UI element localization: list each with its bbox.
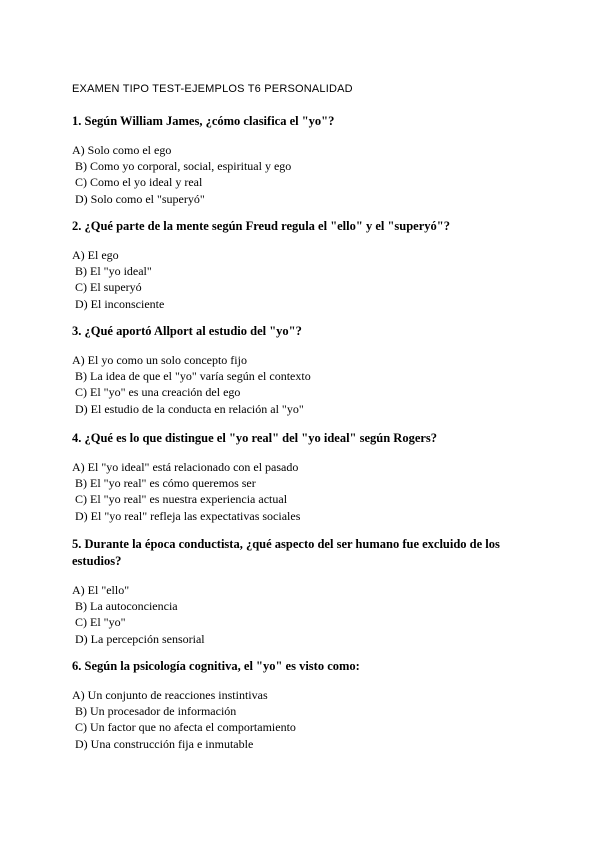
option-b: B) Un procesador de información — [75, 704, 237, 719]
question-5 — [72, 536, 532, 647]
option-a: A) El "ello" — [72, 583, 130, 597]
option-c: C) El superyó — [75, 280, 142, 295]
option-c: C) Como el yo ideal y real — [75, 175, 203, 190]
options-list — [72, 582, 532, 647]
option-c: C) El "yo" — [75, 615, 126, 630]
option-a: A) Un conjunto de reacciones instintivas — [72, 688, 268, 702]
question-text: 6. Según la psicología cognitiva, el "yo" es visto como: — [72, 659, 360, 673]
option-a: A) El "yo ideal" está relacionado con el pasado — [72, 460, 299, 474]
option-c: C) El "yo" es una creación del ego — [75, 385, 241, 400]
question-3 — [72, 323, 532, 417]
options-list — [72, 352, 532, 417]
option-a: A) El ego — [72, 248, 119, 262]
option-c: C) El "yo real" es nuestra experiencia actual — [75, 492, 288, 507]
option-d: D) La percepción sensorial — [75, 631, 205, 646]
question-text: 5. Durante la época conductista, ¿qué aspecto del ser humano fue excluido de los estudios? — [72, 537, 500, 568]
option-d: D) Solo como el "superyó" — [75, 191, 205, 206]
question-2 — [72, 218, 532, 312]
option-b: B) Como yo corporal, social, espiritual y ego — [75, 159, 292, 174]
option-a: A) Solo como el ego — [72, 143, 172, 157]
option-b: B) La autoconciencia — [75, 599, 178, 614]
option-d: D) Una construcción fija e inmutable — [75, 736, 254, 751]
option-d: D) El estudio de la conducta en relación al "yo" — [75, 401, 304, 416]
options-list — [72, 459, 532, 524]
option-b: B) La idea de que el "yo" varía según el contexto — [75, 369, 311, 384]
option-d: D) El "yo real" refleja las expectativas sociales — [75, 508, 301, 523]
question-text: 4. ¿Qué es lo que distingue el "yo real" del "yo ideal" según Rogers? — [72, 431, 438, 445]
options-list — [72, 142, 532, 207]
option-b: B) El "yo ideal" — [75, 264, 152, 279]
question-6 — [72, 658, 532, 752]
question-text: 1. Según William James, ¿cómo clasifica el "yo"? — [72, 114, 335, 128]
question-1 — [72, 113, 532, 207]
question-4 — [72, 430, 532, 524]
option-b: B) El "yo real" es cómo queremos ser — [75, 476, 256, 491]
question-text: 3. ¿Qué aportó Allport al estudio del "yo"? — [72, 324, 302, 338]
option-c: C) Un factor que no afecta el comportamiento — [75, 720, 296, 735]
options-list — [72, 247, 532, 312]
question-text: 2. ¿Qué parte de la mente según Freud regula el "ello" y el "superyó"? — [72, 219, 450, 233]
option-d: D) El inconsciente — [75, 296, 165, 311]
options-list — [72, 687, 532, 752]
option-a: A) El yo como un solo concepto fijo — [72, 353, 247, 367]
document-title: EXAMEN TIPO TEST-EJEMPLOS T6 PERSONALIDAD — [72, 83, 353, 95]
